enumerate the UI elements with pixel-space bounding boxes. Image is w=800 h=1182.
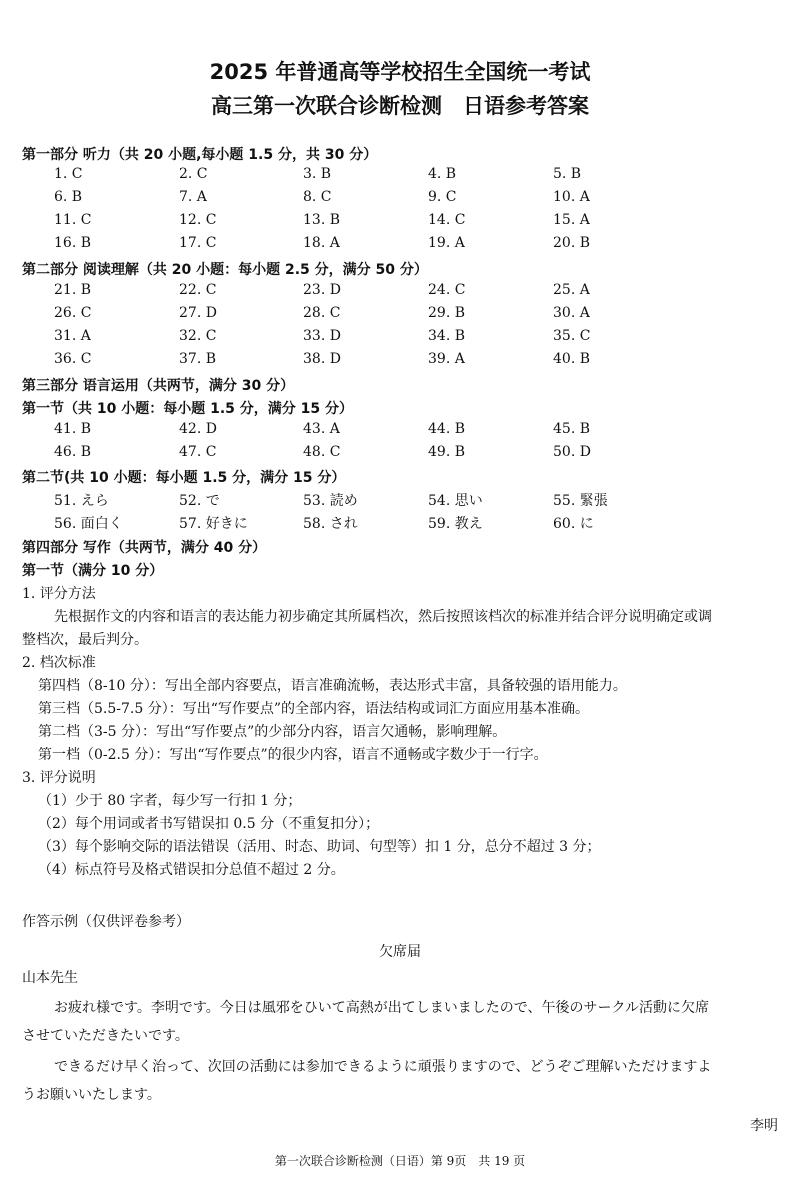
note-item: （3）每个影响交际的语法错误（活用、时态、助词、句型等）扣 1 分，总分不超过 3 分；: [38, 839, 601, 855]
answer-item: 13. B: [303, 212, 341, 228]
answer-item: 32. C: [179, 328, 217, 344]
answer-item: 51. えら: [54, 493, 109, 509]
answer-item: 58. され: [303, 516, 358, 532]
sample-paragraph2-line2: うお願いいたします。: [22, 1087, 161, 1103]
answer-item: 22. C: [179, 282, 217, 298]
levels-title: 2. 档次标准: [22, 655, 96, 671]
part3-section2-heading: 第二节(共 10 小题：每小题 1.5 分，满分 15 分）: [22, 470, 346, 486]
part2-row: [0, 351, 800, 373]
answer-item: 33. D: [303, 328, 341, 344]
answer-item: 55. 緊張: [553, 493, 608, 509]
part2-row: [0, 305, 800, 327]
part3-section1-heading: 第一节（共 10 小题：每小题 1.5 分，满分 15 分）: [22, 401, 354, 417]
answer-item: 35. C: [553, 328, 591, 344]
answer-item: 8. C: [303, 189, 332, 205]
answer-item: 34. B: [428, 328, 466, 344]
answer-item: 56. 面白く: [54, 516, 123, 532]
part3-section1-row: [0, 421, 800, 443]
part1-heading: 第一部分 听力（共 20 小题,每小题 1.5 分，共 30 分）: [22, 147, 378, 163]
answer-item: 25. A: [553, 282, 590, 298]
answer-item: 57. 好きに: [179, 516, 248, 532]
sample-title: 欠席届: [379, 944, 421, 960]
part1-row: [0, 189, 800, 211]
part1-row: [0, 212, 800, 234]
sample-label: 作答示例（仅供评卷参考）: [22, 914, 190, 930]
answer-item: 9. C: [428, 189, 457, 205]
answer-key-title: 高三第一次联合诊断检测 日语参考答案: [211, 94, 589, 118]
answer-item: 46. B: [54, 444, 92, 460]
level-item: 第四档（8-10 分）：写出全部内容要点，语言准确流畅，表达形式丰富，具备较强的语用能力。: [38, 678, 627, 694]
answer-item: 39. A: [428, 351, 465, 367]
notes-title: 3. 评分说明: [22, 770, 96, 786]
part2-heading: 第二部分 阅读理解（共 20 小题：每小题 2.5 分，满分 50 分）: [22, 262, 428, 278]
note-item: （4）标点符号及格式错误扣分总值不超过 2 分。: [38, 862, 345, 878]
answer-item: 2. C: [179, 166, 208, 182]
part4-heading: 第四部分 写作（共两节，满分 40 分）: [22, 540, 267, 556]
sample-paragraph1-line2: させていただきたいです。: [22, 1028, 189, 1044]
part1-row: [0, 166, 800, 188]
answer-item: 3. B: [303, 166, 332, 182]
answer-item: 19. A: [428, 235, 465, 251]
answer-item: 20. B: [553, 235, 591, 251]
answer-item: 36. C: [54, 351, 92, 367]
note-item: （1）少于 80 字者，每少写一行扣 1 分；: [38, 793, 302, 809]
answer-item: 12. C: [179, 212, 217, 228]
answer-item: 53. 読め: [303, 493, 358, 509]
answer-item: 28. C: [303, 305, 341, 321]
answer-item: 26. C: [54, 305, 92, 321]
answer-item: 52. で: [179, 493, 220, 509]
sample-addressee: 山本先生: [22, 970, 78, 986]
answer-item: 18. A: [303, 235, 340, 251]
answer-item: 37. B: [179, 351, 217, 367]
answer-item: 17. C: [179, 235, 217, 251]
answer-item: 38. D: [303, 351, 341, 367]
answer-item: 10. A: [553, 189, 590, 205]
part2-row: [0, 328, 800, 350]
answer-item: 5. B: [553, 166, 582, 182]
answer-item: 21. B: [54, 282, 92, 298]
method-text-line2: 整档次，最后判分。: [22, 632, 148, 648]
answer-item: 11. C: [54, 212, 92, 228]
answer-item: 27. D: [179, 305, 217, 321]
exam-title: 2025 年普通高等学校招生全国统一考试: [209, 60, 591, 84]
answer-item: 49. B: [428, 444, 466, 460]
answer-item: 6. B: [54, 189, 83, 205]
sample-paragraph2-line1: できるだけ早く治って、次回の活動には参加できるように頑張りますので、どうぞご理解いただけますよ: [54, 1059, 712, 1075]
answer-item: 42. D: [179, 421, 217, 437]
level-item: 第二档（3-5 分）：写出“写作要点”的少部分内容，语言欠通畅，影响理解。: [38, 724, 507, 740]
answer-item: 31. A: [54, 328, 91, 344]
answer-item: 44. B: [428, 421, 466, 437]
answer-item: 50. D: [553, 444, 591, 460]
answer-item: 40. B: [553, 351, 591, 367]
level-item: 第一档（0-2.5 分）：写出“写作要点”的很少内容，语言不通畅或字数少于一行字。: [38, 747, 548, 763]
level-item: 第三档（5.5-7.5 分）：写出“写作要点”的全部内容，语法结构或词汇方面应用基本准确。: [38, 701, 590, 717]
part3-section2-row: [0, 490, 800, 512]
answer-item: 7. A: [179, 189, 207, 205]
part1-row: [0, 235, 800, 257]
part2-row: [0, 282, 800, 304]
answer-item: 60. に: [553, 516, 594, 532]
part3-section1-row: [0, 444, 800, 466]
part3-section2-row: [0, 513, 800, 535]
answer-item: 1. C: [54, 166, 83, 182]
sample-signature: 李明: [750, 1118, 778, 1134]
sample-paragraph1-line1: お疲れ様です。李明です。今日は風邪をひいて高熱が出てしまいましたので、午後のサークル活動に欠席: [54, 1000, 710, 1016]
method-title: 1. 评分方法: [22, 586, 96, 602]
answer-item: 29. B: [428, 305, 466, 321]
answer-item: 47. C: [179, 444, 217, 460]
note-item: （2）每个用词或者书写错误扣 0.5 分（不重复扣分）；: [38, 816, 380, 832]
answer-item: 43. A: [303, 421, 340, 437]
answer-item: 14. C: [428, 212, 466, 228]
answer-item: 54. 思い: [428, 493, 483, 509]
answer-item: 4. B: [428, 166, 457, 182]
part4-section1-heading: 第一节（满分 10 分）: [22, 563, 164, 579]
page-footer: 第一次联合诊断检测（日语）第 9页 共 19 页: [274, 1154, 526, 1168]
part3-heading: 第三部分 语言运用（共两节，满分 30 分）: [22, 378, 295, 394]
method-text-line1: 先根据作文的内容和语言的表达能力初步确定其所属档次，然后按照该档次的标准并结合评分说明确定或调: [54, 609, 712, 625]
answer-item: 15. A: [553, 212, 590, 228]
answer-item: 16. B: [54, 235, 92, 251]
answer-item: 23. D: [303, 282, 341, 298]
answer-item: 41. B: [54, 421, 92, 437]
answer-item: 48. C: [303, 444, 341, 460]
answer-item: 45. B: [553, 421, 591, 437]
answer-item: 30. A: [553, 305, 590, 321]
answer-item: 59. 教え: [428, 516, 483, 532]
answer-item: 24. C: [428, 282, 466, 298]
